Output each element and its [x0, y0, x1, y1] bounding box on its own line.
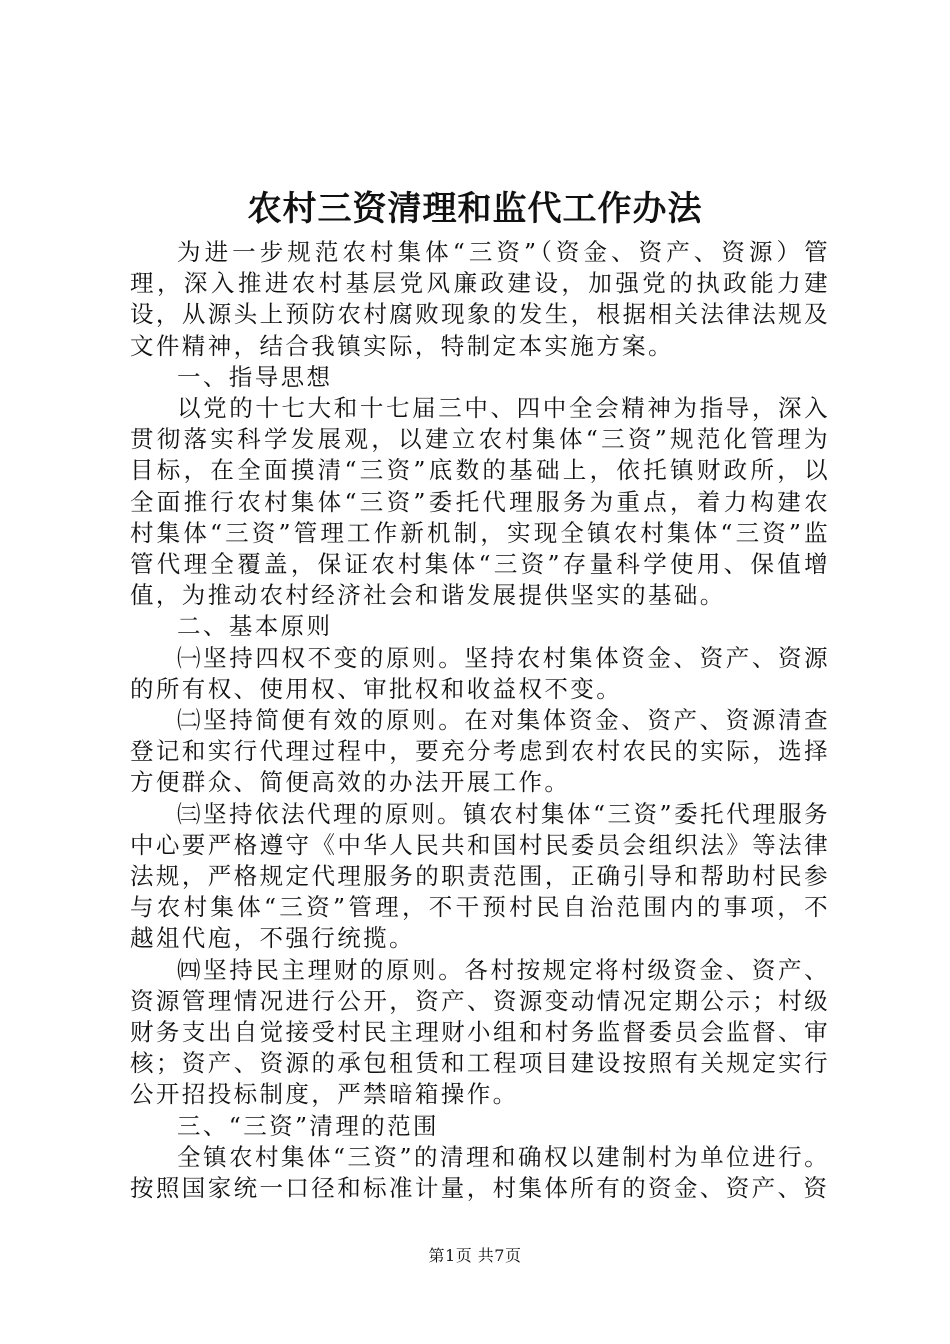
paragraph-principle-1: ㈠坚持四权不变的原则。坚持农村集体资金、资产、资源的所有权、使用权、审批权和收益权不变。 [130, 643, 830, 703]
paragraph-principle-4: ㈣坚持民主理财的原则。各村按规定将村级资金、资产、资源管理情况进行公开，资产、资源变动情况定期公示；村级财务支出自觉接受村民主理财小组和村务监督委员会监督、审核；资产、资源的承包租赁和工程项目建设按照有关规定实行公开招投标制度，严禁暗箱操作。 [130, 955, 830, 1109]
paragraph-scope: 全镇农村集体“三资”的清理和确权以建制村为单位进行。按照国家统一口径和标准计量，村集体所有的资金、资产、资 [130, 1142, 830, 1203]
paragraph-principle-3: ㈢坚持依法代理的原则。镇农村集体“三资”委托代理服务中心要严格遵守《中华人民共和国村民委员会组织法》等法律法规，严格规定代理服务的职责范围，正确引导和帮助村民参与农村集体“三资”管理，不干预村民自治范围内的事项，不越俎代庖，不强行统揽。 [130, 799, 830, 953]
paragraph-principle-2: ㈡坚持简便有效的原则。在对集体资金、资产、资源清查登记和实行代理过程中，要充分考虑到农村农民的实际，选择方便群众、简便高效的办法开展工作。 [130, 706, 830, 797]
document-body [130, 237, 830, 1204]
section-heading-scope: 三、“三资”清理的范围 [177, 1111, 439, 1140]
paragraph-intro: 为进一步规范农村集体“三资”（资金、资产、资源）管理，深入推进农村基层党风廉政建设，加强党的执政能力建设，从源头上预防农村腐败现象的发生，根据相关法律法规及文件精神，结合我镇实际，特制定本实施方案。 [130, 238, 830, 360]
page-number-footer: 第1页 共7页 [428, 1246, 522, 1265]
paragraph-guiding-ideology: 以党的十七大和十七届三中、四中全会精神为指导，深入贯彻落实科学发展观，以建立农村集体“三资”规范化管理为目标，在全面摸清“三资”底数的基础上，依托镇财政所，以全面推行农村集体“三资”委托代理服务为重点，着力构建农村集体“三资”管理工作新机制，实现全镇农村集体“三资”监管代理全覆盖，保证农村集体“三资”存量科学使用、保值增值，为推动农村经济社会和谐发展提供坚实的基础。 [130, 394, 830, 610]
document-title: 农村三资清理和监代工作办法 [247, 189, 703, 229]
section-heading-basic-principles: 二、基本原则 [177, 612, 333, 641]
section-heading-guiding-ideology: 一、指导思想 [177, 362, 333, 391]
